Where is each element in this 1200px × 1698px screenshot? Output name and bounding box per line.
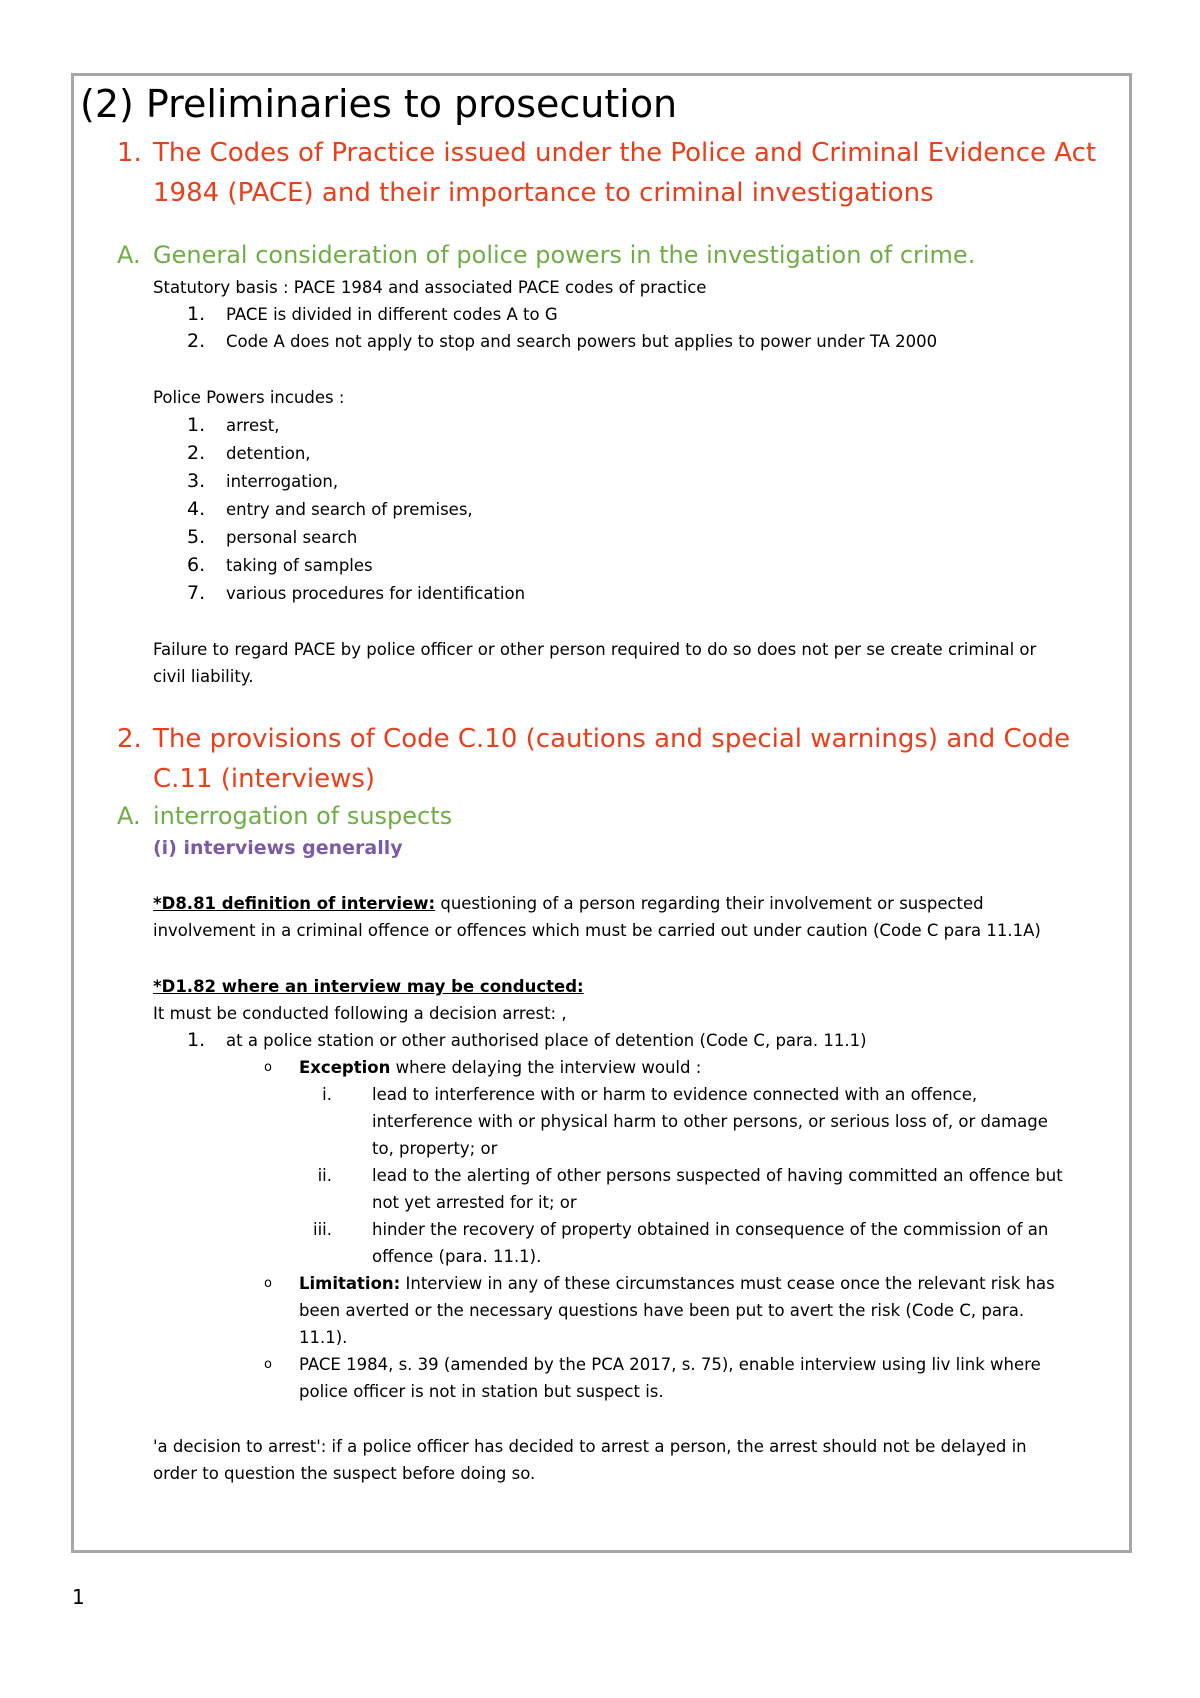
roman-item-line: hinder the recovery of property obtained in consequence of the commission of an: [372, 1220, 1049, 1239]
roman-numeral: iii.: [313, 1220, 332, 1239]
section-2a-heading: interrogation of suspects: [153, 802, 453, 830]
where-label: *D1.82 where an interview may be conducted:: [153, 977, 584, 996]
section-1-heading-line2: 1984 (PACE) and their importance to criminal investigations: [153, 178, 934, 208]
section-1a-heading: General consideration of police powers in the investigation of crime.: [153, 241, 976, 269]
definition-line-2: involvement in a criminal offence or offences which must be carried out under caution (Code C para 11.1A): [153, 921, 1041, 940]
statutory-basis: Statutory basis : PACE 1984 and associated PACE codes of practice: [153, 278, 707, 297]
power-item: interrogation,: [226, 472, 339, 491]
power-number: 7.: [187, 582, 206, 604]
power-item: arrest,: [226, 416, 280, 435]
list-item-number: 2.: [187, 330, 206, 352]
section-1-heading-line1: The Codes of Practice issued under the Police and Criminal Evidence Act: [153, 138, 1097, 168]
section-2-heading-line2: C.11 (interviews): [153, 764, 376, 794]
list-item: Code A does not apply to stop and search powers but applies to power under TA 2000: [226, 332, 938, 351]
page-number: 1: [72, 1585, 85, 1609]
roman-item-line: interference with or physical harm to other persons, or serious loss of, or damage: [372, 1112, 1048, 1131]
roman-item-line: not yet arrested for it; or: [372, 1193, 577, 1212]
power-item: personal search: [226, 528, 358, 547]
definition-text: questioning of a person regarding their involvement or suspected: [435, 894, 984, 913]
power-number: 2.: [187, 442, 206, 464]
bullet-marker: o: [264, 1060, 272, 1075]
roman-item-line: lead to interference with or harm to evidence connected with an offence,: [372, 1085, 978, 1104]
roman-item-line: to, property; or: [372, 1139, 498, 1158]
exception-line: [299, 1054, 701, 1081]
failure-line-2: civil liability.: [153, 667, 254, 686]
bullet-marker: o: [264, 1357, 272, 1372]
section-2-number: 2.: [117, 724, 142, 754]
pace-line-1: PACE 1984, s. 39 (amended by the PCA 2017, s. 75), enable interview using liv link where: [299, 1355, 1041, 1374]
exception-label: Exception: [299, 1058, 391, 1077]
roman-item-line: offence (para. 11.1).: [372, 1247, 542, 1266]
power-item: taking of samples: [226, 556, 373, 575]
limitation-line-3: 11.1).: [299, 1328, 348, 1347]
bullet-marker: o: [264, 1276, 272, 1291]
limitation-line-2: been averted or the necessary questions have been put to avert the risk (Code C, para.: [299, 1301, 1025, 1320]
roman-numeral: i.: [322, 1085, 332, 1104]
decision-line-1: 'a decision to arrest': if a police officer has decided to arrest a person, the arrest should not be delayed in: [153, 1437, 1027, 1456]
subheading-interviews-generally: (i) interviews generally: [153, 837, 403, 859]
section-2-heading-line1: The provisions of Code C.10 (cautions and special warnings) and Code: [153, 724, 1071, 754]
power-number: 5.: [187, 526, 206, 548]
power-item: entry and search of premises,: [226, 500, 473, 519]
limitation-line-1: [299, 1270, 1055, 1297]
where-text: It must be conducted following a decision arrest: ,: [153, 1004, 567, 1023]
where-item: at a police station or other authorised place of detention (Code C, para. 11.1): [226, 1031, 867, 1050]
power-item: detention,: [226, 444, 311, 463]
definition-label: *D8.81 definition of interview:: [153, 894, 436, 913]
pace-line-2: police officer is not in station but suspect is.: [299, 1382, 664, 1401]
section-1a-letter: A.: [117, 241, 141, 269]
power-item: various procedures for identification: [226, 584, 526, 603]
section-2a-letter: A.: [117, 802, 141, 830]
decision-line-2: order to question the suspect before doing so.: [153, 1464, 536, 1483]
limitation-text: Interview in any of these circumstances must cease once the relevant risk has: [400, 1274, 1055, 1293]
list-item: PACE is divided in different codes A to G: [226, 305, 558, 324]
roman-item-line: lead to the alerting of other persons suspected of having committed an offence but: [372, 1166, 1063, 1185]
power-number: 3.: [187, 470, 206, 492]
power-number: 1.: [187, 414, 206, 436]
page-title: (2) Preliminaries to prosecution: [80, 82, 678, 126]
limitation-label: Limitation:: [299, 1274, 401, 1293]
exception-text: where delaying the interview would :: [390, 1058, 702, 1077]
roman-numeral: ii.: [317, 1166, 332, 1185]
definition-line-1: [153, 890, 984, 917]
section-1-number: 1.: [117, 138, 142, 168]
power-number: 6.: [187, 554, 206, 576]
list-item-number: 1.: [187, 303, 206, 325]
where-item-number: 1.: [187, 1029, 206, 1051]
failure-line-1: Failure to regard PACE by police officer or other person required to do so does not per se create criminal or: [153, 640, 1037, 659]
power-number: 4.: [187, 498, 206, 520]
powers-intro: Police Powers incudes :: [153, 388, 345, 407]
